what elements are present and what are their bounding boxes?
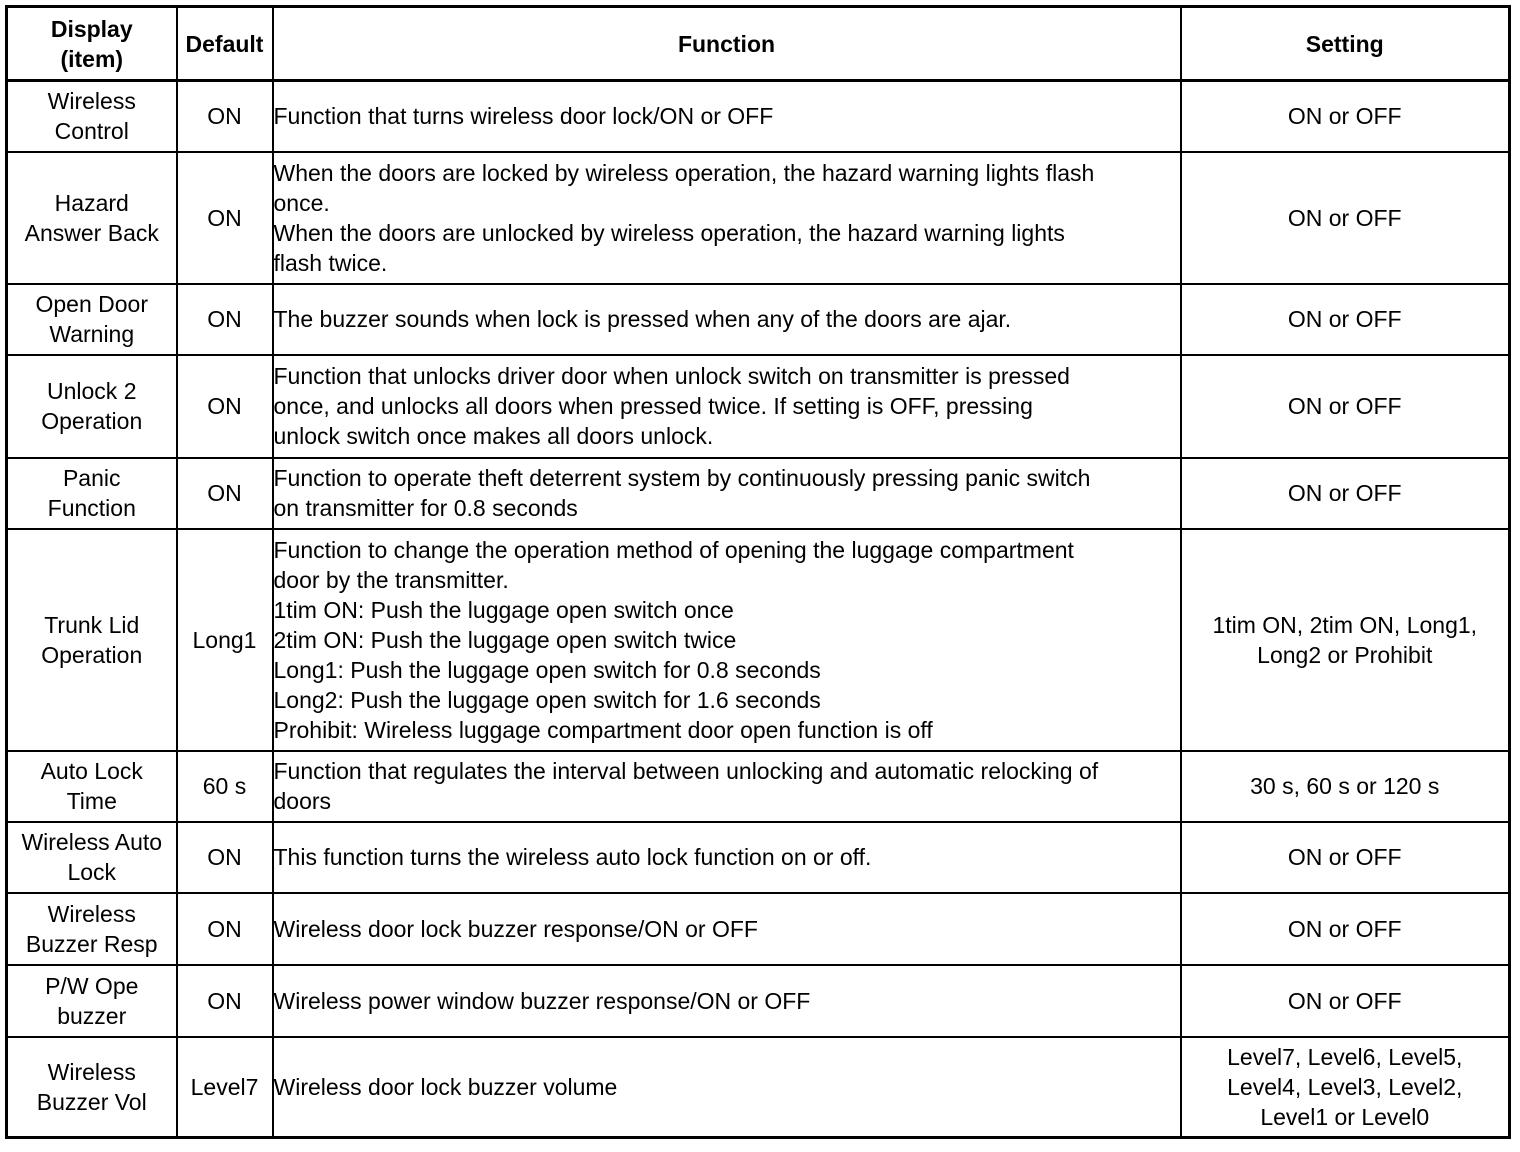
header-display-line2: (item) — [60, 45, 124, 72]
display-item-line: Operation — [41, 408, 143, 434]
function-description-cell — [273, 458, 1181, 529]
header-row — [7, 7, 1510, 81]
display-item-line: Panic — [62, 465, 121, 491]
display-item-cell — [7, 822, 177, 893]
function-description-line: Function to change the operation method of opening the luggage compartment — [273, 536, 1074, 563]
function-description-line: on transmitter for 0.8 seconds — [273, 495, 578, 521]
setting-options-cell — [1181, 893, 1510, 965]
setting-options-cell — [1181, 458, 1510, 529]
setting-options-line: ON or OFF — [1287, 393, 1402, 419]
display-item-line: P/W Ope — [45, 972, 139, 999]
function-description-cell — [273, 893, 1181, 965]
function-description-cell — [273, 1037, 1181, 1138]
setting-options-cell — [1181, 529, 1510, 751]
default-value-cell: 60 s — [177, 751, 273, 822]
function-description-line: Long1: Push the luggage open switch for 0.8 seconds — [273, 656, 821, 683]
display-item-line: Control — [54, 118, 129, 145]
function-description-line: This function turns the wireless auto lock function on or off. — [273, 844, 872, 870]
table-row — [7, 965, 1510, 1037]
display-item-cell — [7, 1037, 177, 1138]
display-item-cell — [7, 893, 177, 965]
setting-options-cell — [1181, 751, 1510, 822]
setting-options-line: ON or OFF — [1287, 987, 1402, 1014]
header-display-line1: Display — [50, 15, 133, 42]
setting-options-line: 30 s, 60 s or 120 s — [1250, 773, 1440, 799]
display-item-line: Function — [47, 495, 136, 521]
default-value-cell: ON — [177, 81, 273, 152]
display-item-line: Operation — [41, 641, 143, 668]
display-item-cell — [7, 529, 177, 751]
function-description-cell — [273, 822, 1181, 893]
function-description-cell — [273, 965, 1181, 1037]
setting-options-cell — [1181, 1037, 1510, 1138]
display-item-line: Answer Back — [24, 219, 159, 246]
display-item-line: Wireless — [47, 1058, 136, 1085]
display-item-line: Buzzer Vol — [36, 1088, 147, 1115]
table-row — [7, 893, 1510, 965]
header-function: Function — [273, 7, 1181, 81]
default-value-cell: ON — [177, 355, 273, 458]
function-description-line: When the doors are locked by wireless operation, the hazard warning lights flash — [273, 159, 1095, 186]
display-item-cell — [7, 751, 177, 822]
function-description-line: Function that unlocks driver door when unlock switch on transmitter is pressed — [273, 363, 1070, 389]
setting-options-line: Level1 or Level0 — [1260, 1103, 1430, 1130]
setting-options-line: ON or OFF — [1287, 103, 1402, 130]
function-description-line: once, and unlocks all doors when pressed twice. If setting is OFF, pressing — [273, 393, 1033, 419]
function-description-cell — [273, 751, 1181, 822]
display-item-cell — [7, 458, 177, 529]
display-item-line: Lock — [67, 859, 117, 885]
default-value-cell: ON — [177, 965, 273, 1037]
display-item-line: Wireless — [47, 900, 136, 927]
default-value-cell: ON — [177, 284, 273, 355]
setting-options-cell — [1181, 284, 1510, 355]
default-value-cell: ON — [177, 893, 273, 965]
display-item-line: Buzzer Resp — [25, 930, 158, 957]
display-item-line: Hazard — [54, 189, 129, 216]
display-item-line: Wireless — [47, 88, 136, 115]
display-item-line: Open Door — [35, 291, 148, 317]
function-description-line: Function that regulates the interval between unlocking and automatic relocking of — [273, 758, 1099, 784]
display-item-line: Time — [66, 788, 117, 814]
function-description-line: Wireless door lock buzzer volume — [273, 1073, 618, 1100]
function-description-cell — [273, 284, 1181, 355]
function-description-cell — [273, 152, 1181, 284]
setting-options-line: ON or OFF — [1287, 844, 1402, 870]
function-description-line: door by the transmitter. — [273, 566, 509, 593]
function-description-line: unlock switch once makes all doors unlock. — [273, 423, 714, 449]
default-value-cell: Level7 — [177, 1037, 273, 1138]
function-description-cell — [273, 355, 1181, 458]
table-row — [7, 822, 1510, 893]
function-description-line: Wireless door lock buzzer response/ON or OFF — [273, 915, 758, 942]
display-item-line: buzzer — [57, 1002, 127, 1029]
function-description-cell — [273, 81, 1181, 152]
display-item-line: Unlock 2 — [47, 378, 137, 404]
display-item-cell — [7, 81, 177, 152]
setting-options-cell — [1181, 81, 1510, 152]
display-item-line: Auto Lock — [40, 758, 143, 784]
setting-options-cell — [1181, 822, 1510, 893]
header-display — [7, 7, 177, 81]
function-description-line: Long2: Push the luggage open switch for 1.6 seconds — [273, 686, 821, 713]
table-row — [7, 458, 1510, 529]
setting-options-line: Long2 or Prohibit — [1257, 641, 1433, 668]
display-item-cell — [7, 284, 177, 355]
setting-options-cell — [1181, 152, 1510, 284]
display-item-line: Warning — [49, 321, 135, 347]
setting-options-line: ON or OFF — [1287, 915, 1402, 942]
display-item-line: Trunk Lid — [44, 611, 140, 638]
function-description-line: When the doors are unlocked by wireless operation, the hazard warning lights — [273, 219, 1065, 246]
table-row — [7, 751, 1510, 822]
setting-options-line: ON or OFF — [1287, 480, 1402, 506]
setting-options-line: Level7, Level6, Level5, — [1227, 1043, 1463, 1070]
function-description-line: The buzzer sounds when lock is pressed when any of the doors are ajar. — [273, 306, 1012, 332]
display-item-cell — [7, 965, 177, 1037]
function-description-line: doors — [273, 788, 332, 814]
display-item-line: Wireless Auto — [21, 829, 163, 855]
function-description-line: Function to operate theft deterrent system by continuously pressing panic switch — [273, 465, 1091, 491]
setting-options-line: ON or OFF — [1287, 306, 1402, 332]
customize-settings-table — [5, 5, 1511, 1139]
header-default: Default — [177, 7, 273, 81]
function-description-line: once. — [273, 189, 330, 216]
display-item-cell — [7, 152, 177, 284]
table-row — [7, 152, 1510, 284]
function-description-line: 2tim ON: Push the luggage open switch twice — [273, 626, 737, 653]
table-body — [7, 81, 1510, 1138]
default-value-cell: Long1 — [177, 529, 273, 751]
table-row — [7, 284, 1510, 355]
table-row — [7, 81, 1510, 152]
table-row — [7, 529, 1510, 751]
default-value-cell: ON — [177, 822, 273, 893]
function-description-line: 1tim ON: Push the luggage open switch once — [273, 596, 734, 623]
default-value-cell: ON — [177, 458, 273, 529]
function-description-line: Wireless power window buzzer response/ON or OFF — [273, 987, 811, 1014]
table-row — [7, 355, 1510, 458]
setting-options-cell — [1181, 965, 1510, 1037]
display-item-cell — [7, 355, 177, 458]
function-description-line: Prohibit: Wireless luggage compartment door open function is off — [273, 716, 933, 743]
default-value-cell: ON — [177, 152, 273, 284]
function-description-line: Function that turns wireless door lock/ON or OFF — [273, 103, 774, 130]
setting-options-line: 1tim ON, 2tim ON, Long1, — [1212, 611, 1478, 638]
header-setting: Setting — [1181, 7, 1510, 81]
setting-options-line: ON or OFF — [1287, 204, 1402, 231]
function-description-line: flash twice. — [273, 249, 388, 276]
setting-options-cell — [1181, 355, 1510, 458]
setting-options-line: Level4, Level3, Level2, — [1227, 1073, 1463, 1100]
table-row — [7, 1037, 1510, 1138]
function-description-cell — [273, 529, 1181, 751]
